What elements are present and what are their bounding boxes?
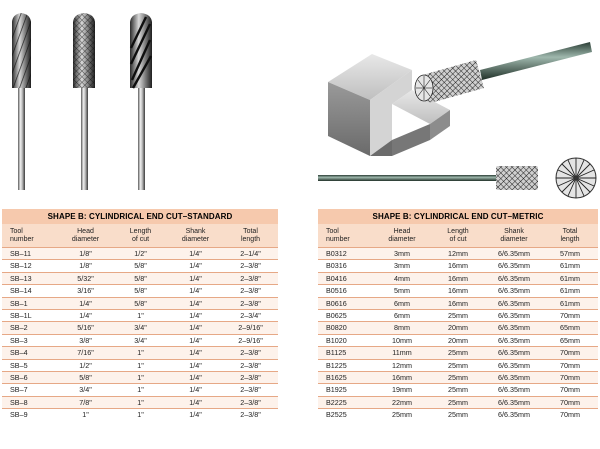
- length-of-cut-cell: 1/2": [113, 248, 168, 260]
- table-row: [318, 248, 598, 260]
- tool-number-cell: B2225: [318, 396, 374, 408]
- table-row: [2, 359, 278, 371]
- burr-double-cut-icon: [73, 13, 95, 190]
- table-body: [318, 248, 598, 421]
- tool-number-cell: SB–12: [2, 260, 58, 272]
- head-diameter-cell: 1/8": [58, 260, 113, 272]
- length-of-cut-cell: 16mm: [430, 260, 486, 272]
- standard-spec-table: [2, 209, 278, 421]
- table-row: [318, 396, 598, 408]
- table-row: [318, 359, 598, 371]
- column-header: Shank diameter: [168, 224, 223, 248]
- head-diameter-cell: 25mm: [374, 409, 430, 421]
- long-burr-icon: [318, 166, 538, 190]
- total-length-cell: 2–3/8": [223, 272, 278, 284]
- table-row: [2, 347, 278, 359]
- shank-diameter-cell: 1/4": [168, 359, 223, 371]
- length-of-cut-cell: 1": [113, 384, 168, 396]
- total-length-cell: 2–3/8": [223, 359, 278, 371]
- tool-number-cell: B0516: [318, 285, 374, 297]
- length-of-cut-cell: 25mm: [430, 310, 486, 322]
- total-length-cell: 70mm: [542, 396, 598, 408]
- length-of-cut-cell: 3/4": [113, 334, 168, 346]
- shank-diameter-cell: 1/4": [168, 248, 223, 260]
- table-row: [318, 347, 598, 359]
- table-row: [2, 248, 278, 260]
- table-row: [318, 297, 598, 309]
- tool-number-cell: SB–3: [2, 334, 58, 346]
- table-title: SHAPE B: CYLINDRICAL END CUT–METRIC: [318, 209, 598, 224]
- total-length-cell: 70mm: [542, 347, 598, 359]
- head-diameter-cell: 3mm: [374, 260, 430, 272]
- column-header: Length of cut: [113, 224, 168, 248]
- head-diameter-cell: 19mm: [374, 384, 430, 396]
- length-of-cut-cell: 20mm: [430, 322, 486, 334]
- shank-diameter-cell: 6/6.35mm: [486, 260, 542, 272]
- tool-number-cell: SB–4: [2, 347, 58, 359]
- shank-diameter-cell: 6/6.35mm: [486, 359, 542, 371]
- burr-product-illustration: [0, 0, 280, 200]
- header-row: [318, 224, 598, 248]
- table-row: [318, 285, 598, 297]
- tool-number-cell: B1020: [318, 334, 374, 346]
- head-diameter-cell: 4mm: [374, 272, 430, 284]
- table-row: [2, 297, 278, 309]
- shank-diameter-cell: 1/4": [168, 310, 223, 322]
- tool-number-cell: SB–2: [2, 322, 58, 334]
- total-length-cell: 65mm: [542, 322, 598, 334]
- head-diameter-cell: 1/4": [58, 297, 113, 309]
- total-length-cell: 2–3/8": [223, 285, 278, 297]
- total-length-cell: 65mm: [542, 334, 598, 346]
- total-length-cell: 2–3/8": [223, 384, 278, 396]
- shank-diameter-cell: 6/6.35mm: [486, 310, 542, 322]
- table-row: [318, 384, 598, 396]
- shank-diameter-cell: 6/6.35mm: [486, 396, 542, 408]
- table-row: [318, 310, 598, 322]
- length-of-cut-cell: 5/8": [113, 260, 168, 272]
- head-diameter-cell: 11mm: [374, 347, 430, 359]
- length-of-cut-cell: 1": [113, 396, 168, 408]
- shank-diameter-cell: 1/4": [168, 272, 223, 284]
- head-diameter-cell: 7/8": [58, 396, 113, 408]
- length-of-cut-cell: 25mm: [430, 347, 486, 359]
- tool-number-cell: B1225: [318, 359, 374, 371]
- tool-number-cell: SB–1: [2, 297, 58, 309]
- total-length-cell: 70mm: [542, 384, 598, 396]
- tool-number-cell: SB–9: [2, 409, 58, 421]
- table-row: [2, 310, 278, 322]
- length-of-cut-cell: 12mm: [430, 248, 486, 260]
- shank-diameter-cell: 6/6.35mm: [486, 322, 542, 334]
- shank-diameter-cell: 1/4": [168, 396, 223, 408]
- table-row: [318, 322, 598, 334]
- column-header: Head diameter: [374, 224, 430, 248]
- shank-diameter-cell: 1/4": [168, 334, 223, 346]
- shank-diameter-cell: 6/6.35mm: [486, 285, 542, 297]
- tool-number-cell: SB–13: [2, 272, 58, 284]
- head-diameter-cell: 6mm: [374, 310, 430, 322]
- length-of-cut-cell: 5/8": [113, 285, 168, 297]
- tool-number-cell: B1125: [318, 347, 374, 359]
- total-length-cell: 2–3/8": [223, 409, 278, 421]
- head-diameter-cell: 1": [58, 409, 113, 421]
- head-diameter-cell: 1/8": [58, 248, 113, 260]
- shank-diameter-cell: 6/6.35mm: [486, 347, 542, 359]
- table-row: [318, 372, 598, 384]
- head-diameter-cell: 3mm: [374, 248, 430, 260]
- table-row: [2, 372, 278, 384]
- shank-diameter-cell: 1/4": [168, 260, 223, 272]
- tool-number-cell: B0625: [318, 310, 374, 322]
- burr-end-view-icon: [556, 158, 596, 198]
- head-diameter-cell: 1/2": [58, 359, 113, 371]
- shank-diameter-cell: 1/4": [168, 347, 223, 359]
- total-length-cell: 2–1/4": [223, 248, 278, 260]
- head-diameter-cell: 5mm: [374, 285, 430, 297]
- total-length-cell: 2–3/8": [223, 297, 278, 309]
- table-row: [2, 285, 278, 297]
- head-diameter-cell: 6mm: [374, 297, 430, 309]
- length-of-cut-cell: 1": [113, 310, 168, 322]
- column-header: Total length: [542, 224, 598, 248]
- tool-number-cell: SB–11: [2, 248, 58, 260]
- column-header: Head diameter: [58, 224, 113, 248]
- length-of-cut-cell: 3/4": [113, 322, 168, 334]
- total-length-cell: 70mm: [542, 359, 598, 371]
- table-row: [2, 272, 278, 284]
- table-row: [318, 260, 598, 272]
- total-length-cell: 61mm: [542, 285, 598, 297]
- head-diameter-cell: 7/16": [58, 347, 113, 359]
- head-diameter-cell: 5/32": [58, 272, 113, 284]
- head-diameter-cell: 8mm: [374, 322, 430, 334]
- length-of-cut-cell: 1": [113, 359, 168, 371]
- head-diameter-cell: 10mm: [374, 334, 430, 346]
- burr-aluminum-cut-icon: [130, 13, 152, 190]
- length-of-cut-cell: 25mm: [430, 396, 486, 408]
- column-header: Tool number: [318, 224, 374, 248]
- head-diameter-cell: 22mm: [374, 396, 430, 408]
- total-length-cell: 70mm: [542, 310, 598, 322]
- table-row: [2, 334, 278, 346]
- head-diameter-cell: 3/4": [58, 384, 113, 396]
- length-of-cut-cell: 25mm: [430, 359, 486, 371]
- table-row: [2, 260, 278, 272]
- shank-diameter-cell: 1/4": [168, 384, 223, 396]
- tool-number-cell: B2525: [318, 409, 374, 421]
- header-row: [2, 224, 278, 248]
- tool-number-cell: SB–7: [2, 384, 58, 396]
- tool-number-cell: SB–14: [2, 285, 58, 297]
- shank-diameter-cell: 6/6.35mm: [486, 372, 542, 384]
- total-length-cell: 2–9/16": [223, 334, 278, 346]
- head-diameter-cell: 3/16": [58, 285, 113, 297]
- tool-number-cell: B0820: [318, 322, 374, 334]
- head-diameter-cell: 16mm: [374, 372, 430, 384]
- burr-application-illustration: [300, 0, 600, 205]
- shank-diameter-cell: 6/6.35mm: [486, 297, 542, 309]
- total-length-cell: 61mm: [542, 297, 598, 309]
- shank-diameter-cell: 6/6.35mm: [486, 272, 542, 284]
- total-length-cell: 2–3/8": [223, 396, 278, 408]
- table-row: [2, 384, 278, 396]
- length-of-cut-cell: 1": [113, 347, 168, 359]
- length-of-cut-cell: 1": [113, 409, 168, 421]
- table-row: [318, 409, 598, 421]
- table-row: [2, 322, 278, 334]
- column-header: Length of cut: [430, 224, 486, 248]
- metal-workpiece-icon: [328, 54, 450, 156]
- shank-diameter-cell: 1/4": [168, 285, 223, 297]
- tool-number-cell: B0616: [318, 297, 374, 309]
- length-of-cut-cell: 1": [113, 372, 168, 384]
- column-header: Tool number: [2, 224, 58, 248]
- length-of-cut-cell: 5/8": [113, 272, 168, 284]
- total-length-cell: 2–3/4": [223, 310, 278, 322]
- length-of-cut-cell: 16mm: [430, 285, 486, 297]
- total-length-cell: 2–3/8": [223, 347, 278, 359]
- shank-diameter-cell: 6/6.35mm: [486, 409, 542, 421]
- length-of-cut-cell: 20mm: [430, 334, 486, 346]
- column-header: Shank diameter: [486, 224, 542, 248]
- length-of-cut-cell: 25mm: [430, 409, 486, 421]
- angled-burr-icon: [415, 42, 592, 102]
- total-length-cell: 70mm: [542, 409, 598, 421]
- tool-number-cell: SB–1L: [2, 310, 58, 322]
- total-length-cell: 57mm: [542, 248, 598, 260]
- head-diameter-cell: 5/16": [58, 322, 113, 334]
- table-body: [2, 248, 278, 421]
- table-row: [2, 396, 278, 408]
- tool-number-cell: B0416: [318, 272, 374, 284]
- total-length-cell: 2–3/8": [223, 372, 278, 384]
- shank-diameter-cell: 6/6.35mm: [486, 334, 542, 346]
- burr-single-cut-icon: [12, 13, 31, 190]
- head-diameter-cell: 12mm: [374, 359, 430, 371]
- tool-number-cell: SB–8: [2, 396, 58, 408]
- total-length-cell: 70mm: [542, 372, 598, 384]
- shank-diameter-cell: 1/4": [168, 322, 223, 334]
- tool-number-cell: B1625: [318, 372, 374, 384]
- shank-diameter-cell: 6/6.35mm: [486, 384, 542, 396]
- length-of-cut-cell: 16mm: [430, 272, 486, 284]
- length-of-cut-cell: 16mm: [430, 297, 486, 309]
- metric-spec-table: [318, 209, 598, 421]
- table-row: [318, 334, 598, 346]
- table-row: [2, 409, 278, 421]
- tool-number-cell: B0312: [318, 248, 374, 260]
- total-length-cell: 2–3/8": [223, 260, 278, 272]
- table-title: SHAPE B: CYLINDRICAL END CUT–STANDARD: [2, 209, 278, 224]
- column-header: Total length: [223, 224, 278, 248]
- shank-diameter-cell: 6/6.35mm: [486, 248, 542, 260]
- total-length-cell: 61mm: [542, 260, 598, 272]
- length-of-cut-cell: 25mm: [430, 372, 486, 384]
- head-diameter-cell: 1/4": [58, 310, 113, 322]
- tool-number-cell: B1925: [318, 384, 374, 396]
- tool-number-cell: SB–6: [2, 372, 58, 384]
- shank-diameter-cell: 1/4": [168, 409, 223, 421]
- shank-diameter-cell: 1/4": [168, 297, 223, 309]
- total-length-cell: 61mm: [542, 272, 598, 284]
- head-diameter-cell: 5/8": [58, 372, 113, 384]
- head-diameter-cell: 3/8": [58, 334, 113, 346]
- length-of-cut-cell: 25mm: [430, 384, 486, 396]
- length-of-cut-cell: 5/8": [113, 297, 168, 309]
- shank-diameter-cell: 1/4": [168, 372, 223, 384]
- table-row: [318, 272, 598, 284]
- tool-number-cell: B0316: [318, 260, 374, 272]
- total-length-cell: 2–9/16": [223, 322, 278, 334]
- tool-number-cell: SB–5: [2, 359, 58, 371]
